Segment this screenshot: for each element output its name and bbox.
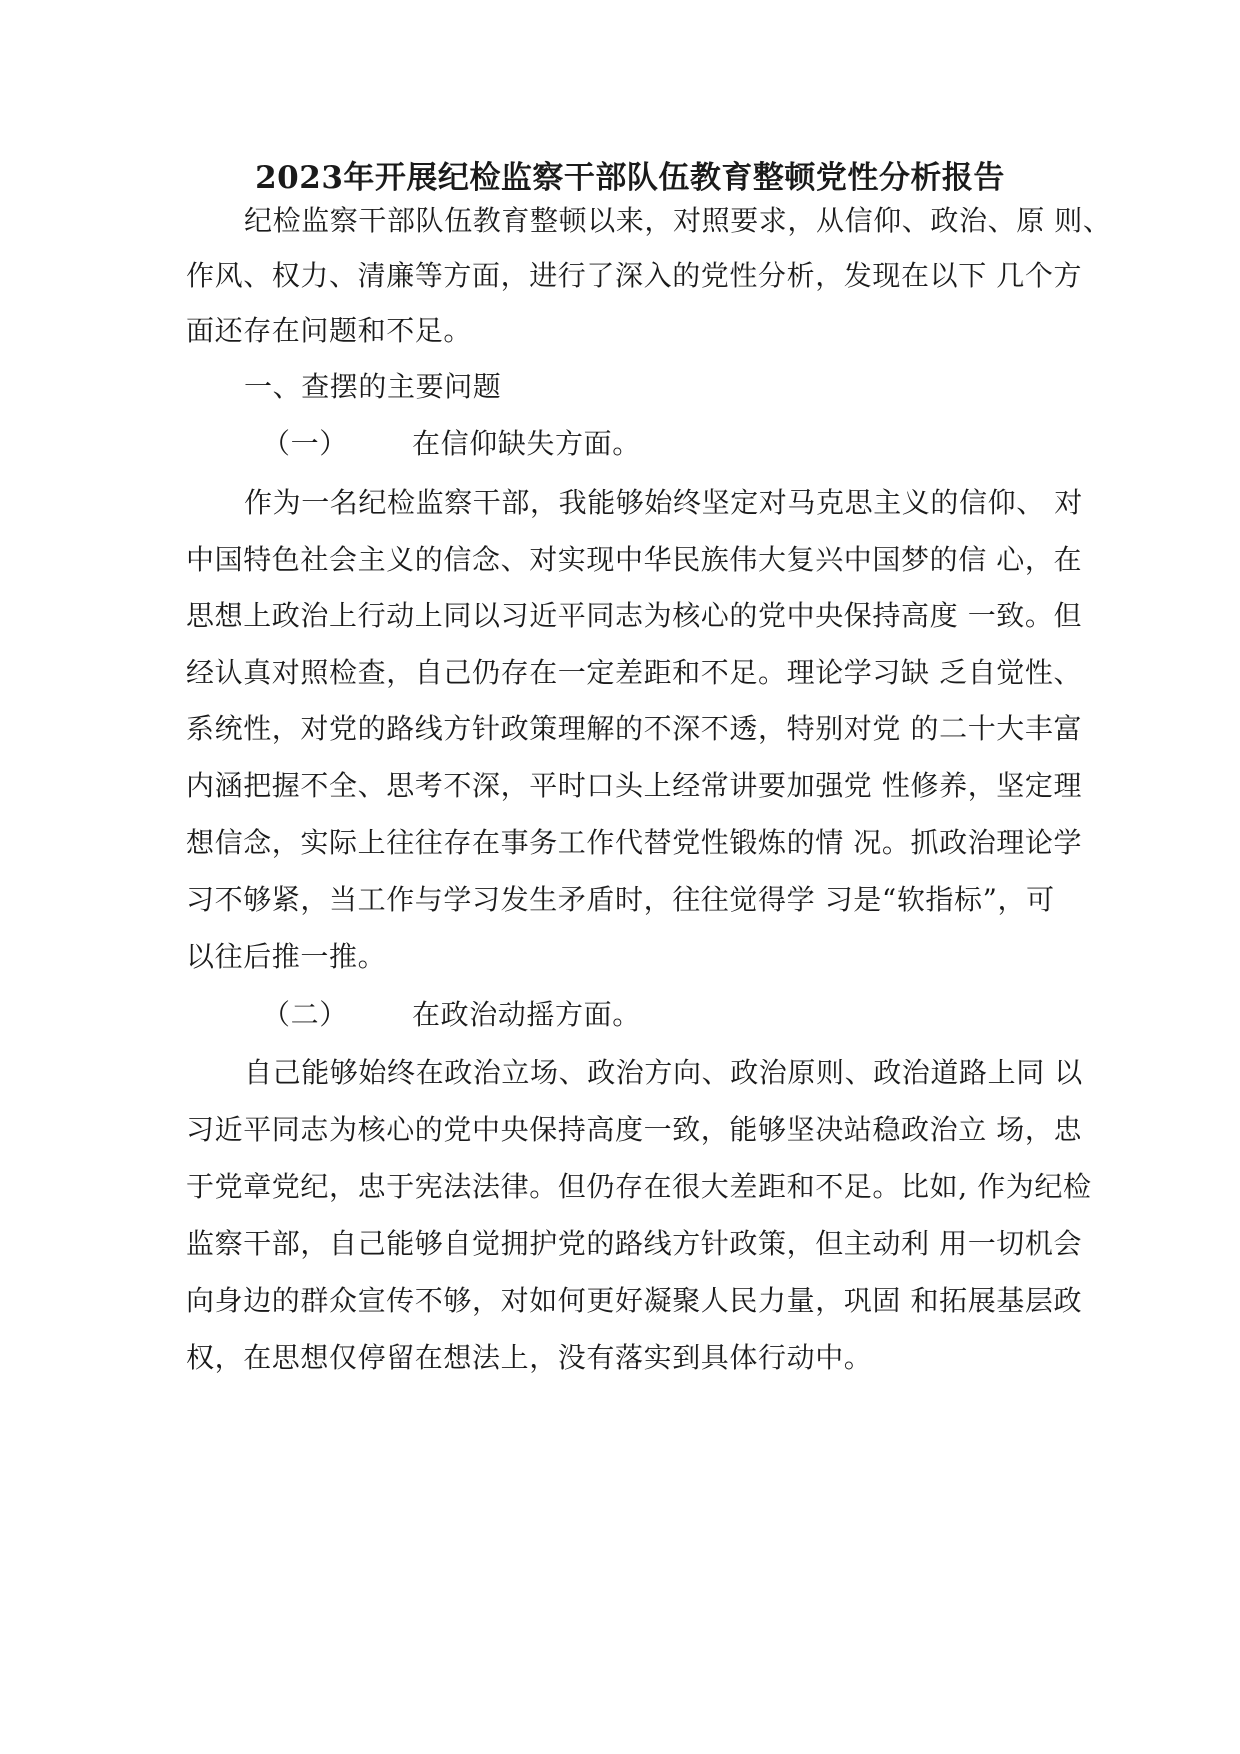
- intro-line-1: 纪检监察干部队伍教育整顿以来，对照要求，从信仰、政治、原 则、: [244, 204, 1112, 237]
- document-title: 2023年开展纪检监察干部队伍教育整顿党性分析报告: [255, 160, 1005, 196]
- subsection-1-line: 经认真对照检查，自己仍存在一定差距和不足。理论学习缺 乏自觉性、: [186, 656, 1083, 689]
- subsection-1-line: 思想上政治上行动上同以习近平同志为核心的党中央保持高度 一致。但: [186, 599, 1083, 632]
- subsection-1-number: （一）: [262, 427, 348, 460]
- subsection-1-line: 系统性，对党的路线方针政策理解的不深不透，特别对党 的二十大丰富: [186, 712, 1083, 745]
- subsection-2-line: 权，在思想仅停留在想法上，没有落实到具体行动中。: [186, 1341, 873, 1374]
- subsection-1-heading: 在信仰缺失方面。: [412, 427, 641, 460]
- subsection-2-line: 监察干部，自己能够自觉拥护党的路线方针政策，但主动利 用一切机会: [186, 1227, 1083, 1260]
- subsection-1-line: 以往后推一推。: [186, 940, 387, 973]
- section-heading: 一、查摆的主要问题: [244, 370, 502, 403]
- subsection-1-line: 内涵把握不全、思考不深，平时口头上经常讲要加强党 性修养，坚定理: [186, 769, 1083, 802]
- intro-line-2: 作风、权力、清廉等方面，进行了深入的党性分析，发现在以下 几个方: [186, 259, 1083, 292]
- subsection-2-line: 自己能够始终在政治立场、政治方向、政治原则、政治道路上同 以: [244, 1056, 1083, 1089]
- subsection-1-line: 作为一名纪检监察干部，我能够始终坚定对马克思主义的信仰、 对: [244, 486, 1083, 519]
- intro-line-3: 面还存在问题和不足。: [186, 314, 473, 347]
- subsection-2-number: （二）: [262, 998, 348, 1031]
- subsection-1-line: 中国特色社会主义的信念、对实现中华民族伟大复兴中国梦的信 心，在: [186, 543, 1083, 576]
- subsection-1-line: 想信念，实际上往往存在事务工作代替党性锻炼的情 况。抓政治理论学: [186, 826, 1083, 859]
- subsection-1-line: 习不够紧，当工作与学习发生矛盾时，往往觉得学 习是“软指标”，可: [186, 883, 1055, 916]
- subsection-2-line: 于党章党纪，忠于宪法法律。但仍存在很大差距和不足。比如, 作为纪检: [186, 1170, 1092, 1203]
- subsection-2-line: 习近平同志为核心的党中央保持高度一致，能够坚决站稳政治立 场，忠: [186, 1113, 1083, 1146]
- subsection-2-line: 向身边的群众宣传不够，对如何更好凝聚人民力量，巩固 和拓展基层政: [186, 1284, 1083, 1317]
- subsection-2-heading: 在政治动摇方面。: [412, 998, 641, 1031]
